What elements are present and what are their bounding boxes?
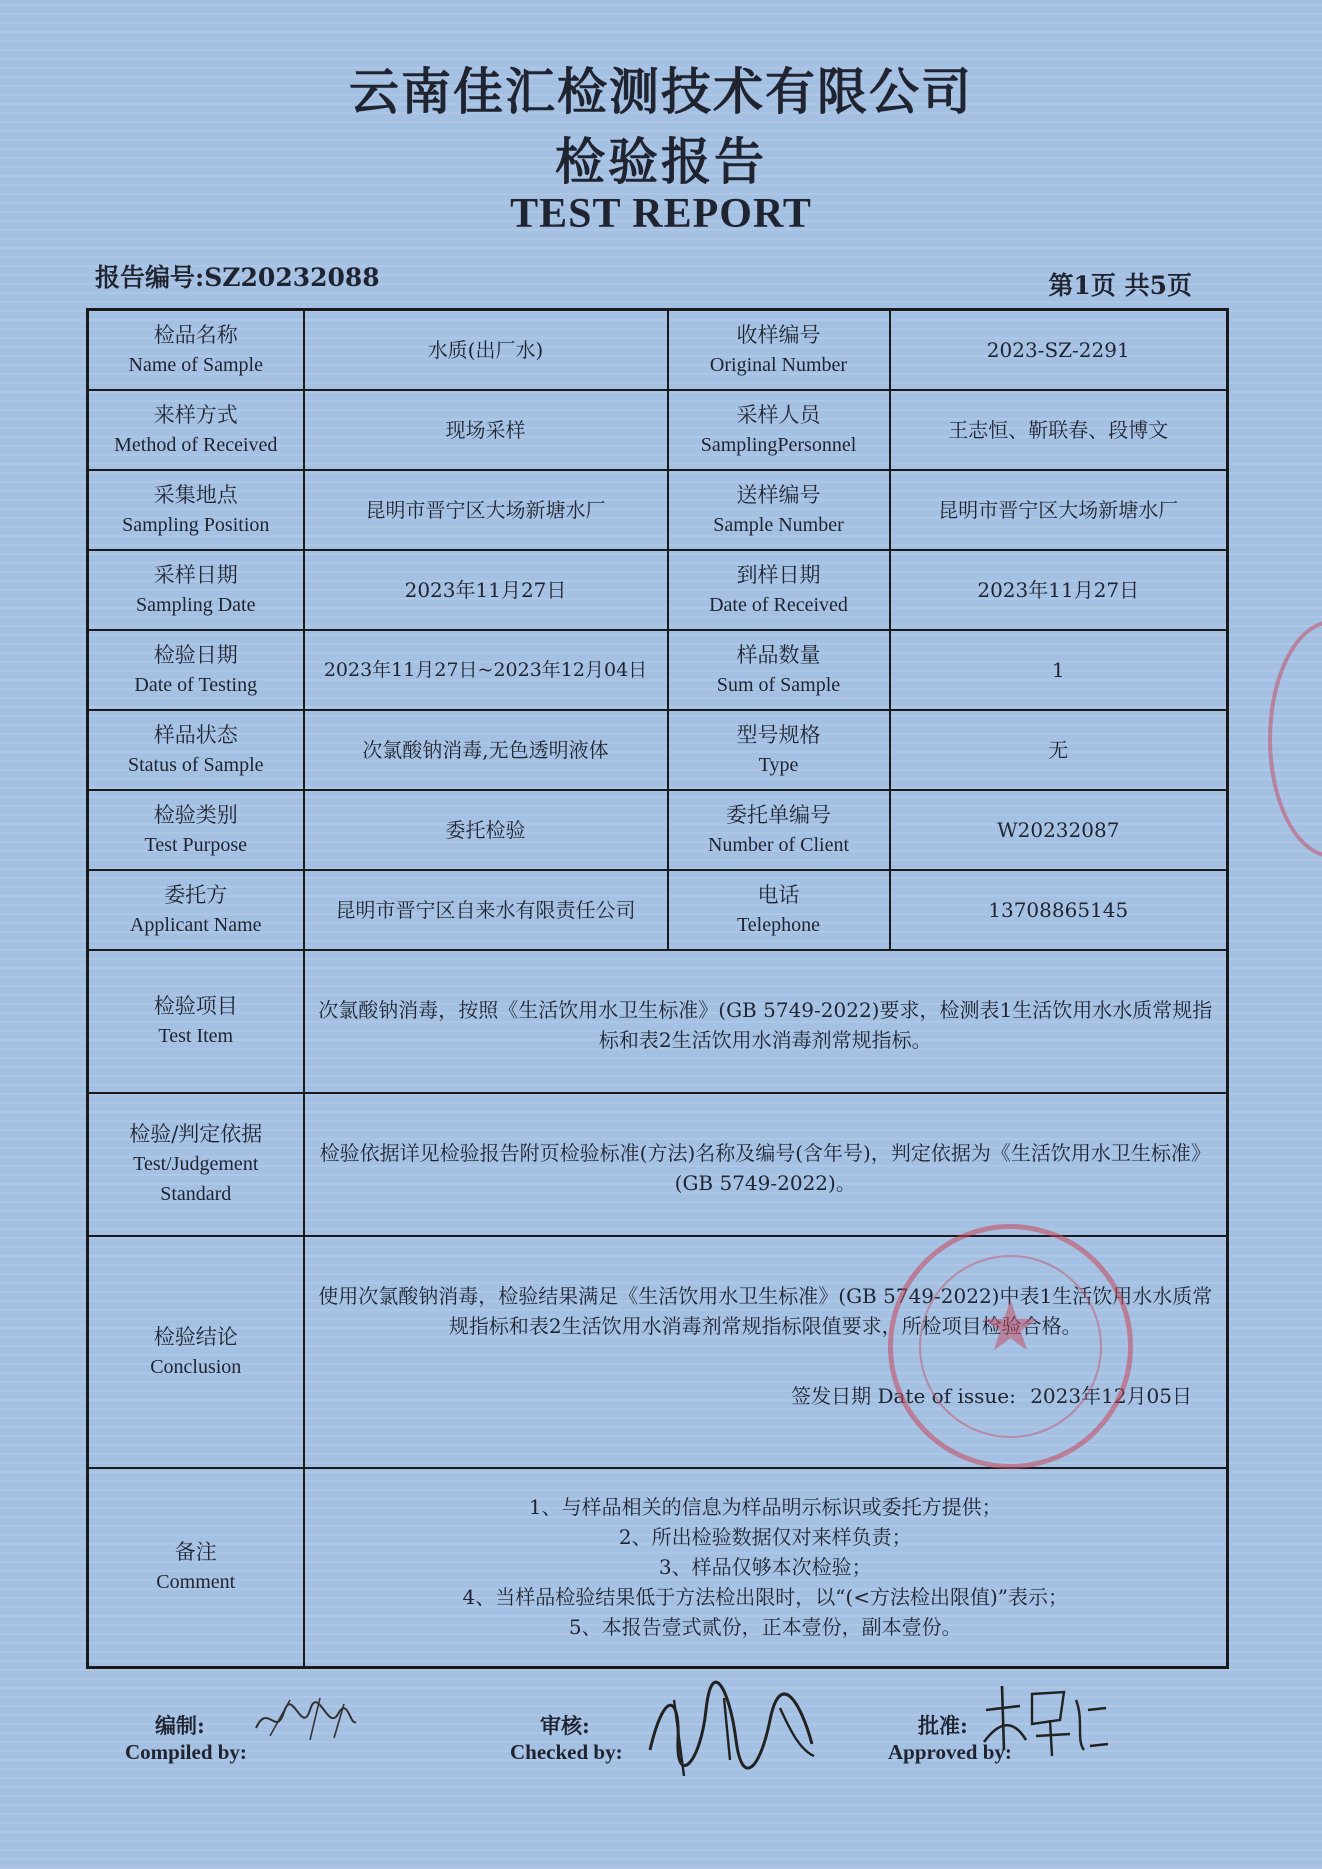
standard-row — [88, 1093, 1228, 1236]
checked-signature — [640, 1680, 820, 1780]
table-row — [88, 470, 1228, 550]
edge-seal — [1268, 620, 1322, 858]
field-value: 次氯酸钠消毒,无色透明液体 — [304, 710, 668, 790]
field-label: 来样方式 Method of Received — [88, 390, 304, 470]
field-value: 现场采样 — [304, 390, 668, 470]
approved-by-label-en: Approved by: — [888, 1740, 1012, 1764]
field-label: 采集地点 Sampling Position — [88, 470, 304, 550]
table-row — [88, 790, 1228, 870]
approved-by-label-zh: 批准: — [918, 1713, 968, 1738]
field-label: 检验日期 Date of Testing — [88, 630, 304, 710]
issue-date: 2023年12月05日 — [1030, 1383, 1192, 1408]
table-row — [88, 390, 1228, 470]
company-name: 云南佳汇检测技术有限公司 — [349, 63, 973, 121]
field-value: 2023年11月27日 — [304, 550, 668, 630]
table-row — [88, 870, 1228, 950]
list-item: 4、当样品检验结果低于方法检出限时，以“(<方法检出限值)”表示； — [462, 1585, 1069, 1610]
standard-text: 检验依据详见检验报告附页检验标准(方法)名称及编号(含年号)，判定依据为《生活饮用水卫生标准》(GB 5749-2022)。 — [304, 1093, 1228, 1236]
seal-star-icon: ★ — [979, 1285, 1042, 1367]
checked-by-label-en: Checked by: — [510, 1740, 623, 1764]
field-label: 采样日期 Sampling Date — [88, 550, 304, 630]
field-value: 昆明市晋宁区大场新塘水厂 — [304, 470, 668, 550]
field-value: 2023年11月27日~2023年12月04日 — [304, 630, 668, 710]
field-label: 电话 Telephone — [668, 870, 890, 950]
field-value: 无 — [890, 710, 1228, 790]
conclusion-text: 使用次氯酸钠消毒，检验结果满足《生活饮用水卫生标准》(GB 5749-2022)中表1生活饮用水水质常规指标和表2生活饮用水消毒剂常规指标限值要求，所检项目检验合格。 — [318, 1283, 1213, 1338]
table-row — [88, 310, 1228, 390]
approved-by-block — [888, 1710, 1208, 1810]
field-value: 王志恒、靳联春、段博文 — [890, 390, 1228, 470]
table-row — [88, 710, 1228, 790]
field-label: 送样编号 Sample Number — [668, 470, 890, 550]
test-item-row — [88, 950, 1228, 1093]
report-table — [86, 308, 1229, 1669]
field-label: 型号规格 Type — [668, 710, 890, 790]
official-seal — [888, 1224, 1133, 1469]
compiled-by-label-en: Compiled by: — [125, 1740, 247, 1764]
field-value: 昆明市晋宁区自来水有限责任公司 — [304, 870, 668, 950]
comment-list — [304, 1468, 1228, 1668]
field-value: 水质(出厂水) — [304, 310, 668, 390]
list-item: 2、所出检验数据仅对来样负责； — [618, 1525, 912, 1550]
field-value: 1 — [890, 630, 1228, 710]
compiled-by-label-zh: 编制: — [155, 1713, 205, 1738]
field-value: 2023年11月27日 — [890, 550, 1228, 630]
issue-date-label: 签发日期 Date of issue: — [791, 1383, 1016, 1408]
report-title-en: TEST REPORT — [510, 191, 812, 237]
field-label: 样品状态 Status of Sample — [88, 710, 304, 790]
field-label: 到样日期 Date of Received — [668, 550, 890, 630]
test-item-text: 次氯酸钠消毒，按照《生活饮用水卫生标准》(GB 5749-2022)要求，检测表1生活饮用水水质常规指标和表2生活饮用水消毒剂常规指标。 — [304, 950, 1228, 1093]
field-label: 收样编号 Original Number — [668, 310, 890, 390]
field-label: 备注 Comment — [88, 1468, 304, 1668]
checked-by-label-zh: 审核: — [540, 1713, 590, 1738]
page-indicator: 第1页 共5页 — [1048, 271, 1192, 300]
field-value: 2023-SZ-2291 — [890, 310, 1228, 390]
field-label: 检验/判定依据 Test/Judgement Standard — [88, 1093, 304, 1236]
field-label: 检验结论 Conclusion — [88, 1236, 304, 1468]
field-label: 检验类别 Test Purpose — [88, 790, 304, 870]
field-value: 昆明市晋宁区大场新塘水厂 — [890, 470, 1228, 550]
list-item: 1、与样品相关的信息为样品明示标识或委托方提供； — [528, 1495, 1002, 1520]
checked-by-block — [510, 1710, 830, 1810]
field-label: 采样人员 SamplingPersonnel — [668, 390, 890, 470]
approved-signature — [980, 1680, 1110, 1760]
table-row — [88, 550, 1228, 630]
compiled-signature — [250, 1692, 360, 1752]
field-label: 样品数量 Sum of Sample — [668, 630, 890, 710]
list-item: 5、本报告壹式贰份，正本壹份，副本壹份。 — [568, 1615, 962, 1640]
table-row — [88, 630, 1228, 710]
field-value: W20232087 — [890, 790, 1228, 870]
field-label: 委托单编号 Number of Client — [668, 790, 890, 870]
report-title: 检验报告 — [555, 133, 767, 191]
field-label: 检品名称 Name of Sample — [88, 310, 304, 390]
comment-row — [88, 1468, 1228, 1668]
field-value: 13708865145 — [890, 870, 1228, 950]
field-label: 检验项目 Test Item — [88, 950, 304, 1093]
field-value: 委托检验 — [304, 790, 668, 870]
field-label: 委托方 Applicant Name — [88, 870, 304, 950]
compiled-by-block — [125, 1710, 445, 1810]
report-number: 报告编号:SZ20232088 — [95, 263, 380, 292]
list-item: 3、样品仅够本次检验； — [658, 1555, 872, 1580]
